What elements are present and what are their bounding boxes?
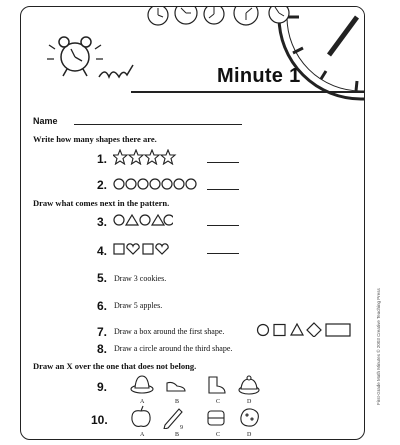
- choice-label: A: [140, 432, 145, 438]
- item-number: 2.: [97, 178, 108, 192]
- page-number: 9: [180, 425, 183, 431]
- circles-shapes: [113, 177, 199, 191]
- item-text: Draw 5 apples.: [114, 301, 163, 310]
- side-credit: First-Grade Math Minutes © 2003 Creative Teaching Press: [376, 288, 381, 405]
- item-text: Draw a box around the first shape.: [114, 327, 225, 336]
- item-number: 1.: [97, 152, 108, 166]
- choice-label: B: [175, 399, 180, 405]
- item-number: 4.: [97, 244, 108, 258]
- instruction-count: Write how many shapes there are.: [33, 134, 157, 144]
- item-number: 3.: [97, 215, 108, 229]
- stars-shapes: [113, 149, 179, 165]
- title-rule: [131, 91, 364, 93]
- choice-label: B: [175, 432, 180, 438]
- item-number: 10.: [91, 413, 108, 427]
- square-heart-pattern: [113, 242, 173, 256]
- answer-line-4[interactable]: [207, 253, 239, 254]
- item-number: 8.: [97, 342, 108, 356]
- shapes-row: [256, 321, 352, 337]
- answer-line-2[interactable]: [207, 189, 239, 190]
- choice-label: C: [216, 399, 221, 405]
- choice-label: D: [247, 432, 252, 438]
- name-label: Name: [33, 116, 58, 126]
- choice-label: C: [216, 432, 221, 438]
- answer-line-1[interactable]: [207, 162, 239, 163]
- clothing-pictures: [129, 373, 267, 397]
- item-number: 7.: [97, 325, 108, 339]
- page-title: Minute 1: [217, 65, 301, 87]
- instruction-pattern: Draw what comes next in the pattern.: [33, 198, 170, 208]
- item-number: 6.: [97, 299, 108, 313]
- choice-label: A: [140, 399, 145, 405]
- food-pictures: [129, 405, 267, 429]
- circle-triangle-pattern: [113, 213, 173, 227]
- answer-line-3[interactable]: [207, 225, 239, 226]
- item-number: 9.: [97, 380, 108, 394]
- instruction-odd-one: Draw an X over the one that does not belong.: [33, 361, 197, 371]
- item-text: Draw a circle around the third shape.: [114, 344, 233, 353]
- item-text: Draw 3 cookies.: [114, 274, 167, 283]
- choice-label: D: [247, 399, 252, 405]
- worksheet-page: [20, 6, 365, 440]
- item-number: 5.: [97, 271, 108, 285]
- name-field[interactable]: [74, 124, 242, 125]
